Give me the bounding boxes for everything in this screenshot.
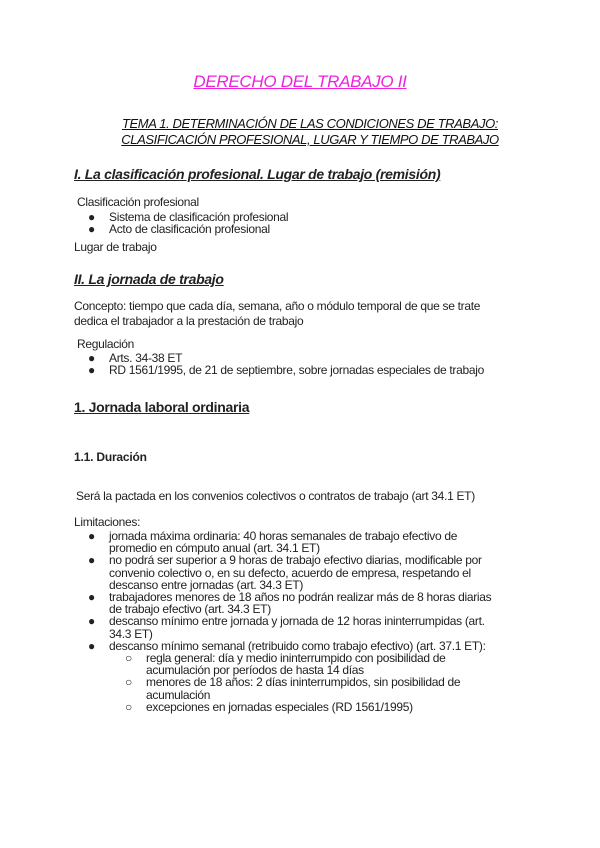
list-item: ○ regla general: día y medio ininterrumpido con posibilidad de acumulación por períodos de hasta 14 días <box>125 651 446 678</box>
bullet-icon: ○ <box>125 675 132 690</box>
list-item: ● jornada máxima ordinaria: 40 horas semanales de trabajo efectivo de promedio en cómputo anual (art. 34.1 ET) <box>88 529 458 556</box>
clasificacion-list <box>88 211 528 235</box>
bullet-icon: ● <box>88 210 95 224</box>
bullet-icon: ● <box>88 638 95 653</box>
bullet-icon: ● <box>88 529 95 543</box>
bullet-icon: ● <box>88 614 95 629</box>
concepto-paragraph <box>74 300 544 328</box>
section-1-heading: I. La clasificación profesional. Lugar de trabajo (remisión) <box>74 166 441 182</box>
lugar-de-trabajo: Lugar de trabajo <box>74 240 157 254</box>
limitaciones-list <box>88 530 528 713</box>
list-item: ● Acto de clasificación profesional <box>88 222 270 237</box>
concepto-line-1: Concepto: tiempo que cada día, semana, año o módulo temporal de que se trate <box>74 299 481 313</box>
list-item: ○ menores de 18 años: 2 días ininterrumpidos, sin posibilidad de acumulación <box>125 675 461 702</box>
list-item: ● RD 1561/1995, de 21 de septiembre, sobre jornadas especiales de trabajo <box>88 363 484 378</box>
duracion-heading: 1.1. Duración <box>74 450 147 464</box>
list-item: ● trabajadores menores de 18 años no podrán realizar más de 8 horas diarias de trabajo efectivo (art. 34.3 ET) <box>88 590 492 617</box>
bullet-icon: ● <box>88 553 95 568</box>
limitaciones-label: Limitaciones: <box>74 515 141 529</box>
bullet-icon: ○ <box>125 699 132 714</box>
topic-title <box>60 116 560 148</box>
bullet-icon: ○ <box>125 651 132 666</box>
descanso-sublist <box>125 652 528 713</box>
topic-title-line-1: TEMA 1. DETERMINACIÓN DE LAS CONDICIONES DE TRABAJO: <box>122 116 498 131</box>
clasificacion-intro: Clasificación profesional <box>77 195 199 209</box>
section-2-heading: II. La jornada de trabajo <box>74 271 224 287</box>
section-3-heading: 1. Jornada laboral ordinaria <box>74 399 250 415</box>
bullet-icon: ● <box>88 363 95 378</box>
list-item: ● Sistema de clasificación profesional <box>88 210 289 224</box>
regulacion-list <box>88 352 548 376</box>
bullet-icon: ● <box>88 590 95 605</box>
regulacion-label: Regulación <box>77 337 135 351</box>
bullet-icon: ● <box>88 222 95 237</box>
list-item: ○ excepciones en jornadas especiales (RD 1561/1995) <box>125 699 413 714</box>
list-item: ● descanso mínimo entre jornada y jornada de 12 horas ininterrumpidas (art. 34.3 ET) <box>88 614 485 641</box>
duracion-text: Será la pactada en los convenios colectivos o contratos de trabajo (art 34.1 ET) <box>76 489 475 503</box>
list-item: ● no podrá ser superior a 9 horas de trabajo efectivo diarias, modificable por convenio colectivo o, en su defecto, acuerdo de empresa, respetando el descanso entre jornadas (art. 34.3 ET) <box>88 553 482 592</box>
topic-title-line-2: CLASIFICACIÓN PROFESIONAL, LUGAR Y TIEMPO DE TRABAJO <box>121 132 499 147</box>
bullet-icon: ● <box>88 351 95 365</box>
concepto-line-2: dedica el trabajador a la prestación de trabajo <box>74 314 304 328</box>
list-item: ● descanso mínimo semanal (retribuido como trabajo efectivo) (art. 37.1 ET): ○ regla general: día y medio ininterrumpido con posibilidad de acumulación por períodos de hasta 14 días ○ menores de 18 años: 2 días ininterrumpidos, sin posibilidad de acumulación ○ excepciones en jornadas especiales (RD 1561/1995) <box>88 640 528 713</box>
list-item: ● Arts. 34-38 ET <box>88 351 183 365</box>
document-title: DERECHO DEL TRABAJO II <box>193 72 407 91</box>
